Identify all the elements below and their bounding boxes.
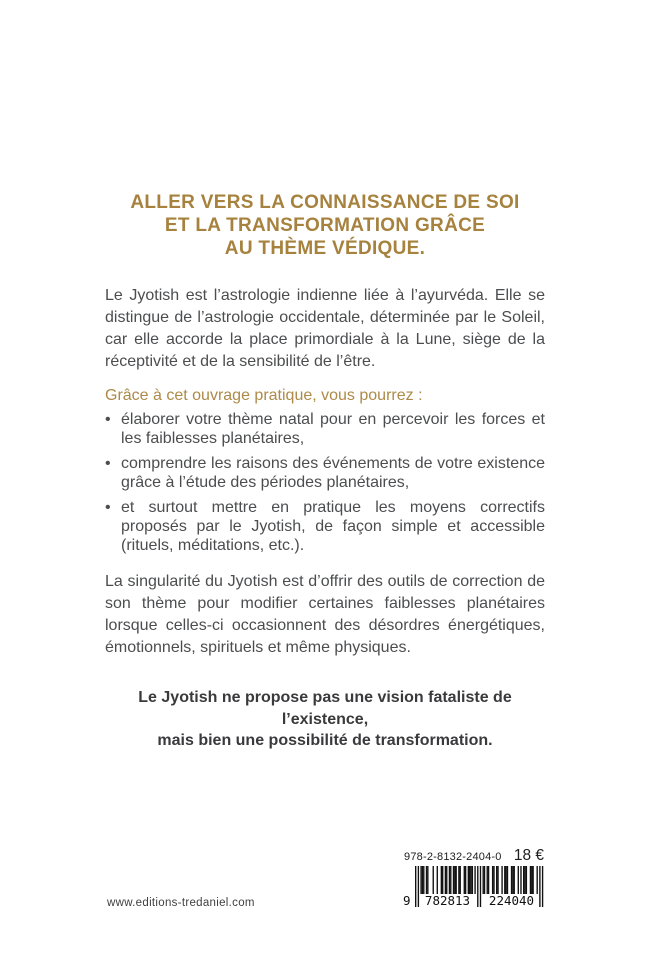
headline-line-1: ALLER VERS LA CONNAISSANCE DE SOI — [130, 192, 520, 213]
barcode-digits-left: 782813 — [424, 893, 471, 908]
singularity-paragraph: La singularité du Jyotish est d’offrir des outils de correction de son thème pour modifier certaines faiblesses planétaires lorsque celles-ci occasionnent des désordres énergétiques, émotionnels, spirituels et même physiques. — [105, 573, 545, 656]
headline-line-2: ET LA TRANSFORMATION GRÂCE — [164, 215, 486, 236]
publisher-website: www.editions-tredaniel.com — [107, 897, 255, 909]
bullet-icon: • — [105, 499, 111, 516]
bullet-icon: • — [105, 411, 111, 428]
practical-lead: Grâce à cet ouvrage pratique, vous pourrez : — [105, 387, 423, 404]
isbn-number: 978-2-8132-2404-0 — [404, 851, 502, 863]
list-item-text: comprendre les raisons des événements de votre existence grâce à l’étude des périodes planétaires, — [121, 455, 545, 491]
list-item — [105, 410, 545, 448]
tagline-line-2: mais bien une possibilité de transformation. — [157, 732, 493, 749]
list-item-text: et surtout mettre en pratique les moyens correctifs proposés par le Jyotish, de façon simple et accessible (rituels, méditations, etc.). — [121, 499, 545, 554]
benefits-list — [105, 410, 545, 555]
isbn-price-row — [404, 847, 544, 865]
intro-paragraph: Le Jyotish est l’astrologie indienne liée à l’ayurvéda. Elle se distingue de l’astrologie occidentale, déterminée par le Soleil, car elle accorde la place primordiale à la Lune, siège de la réceptivité et de la sensibilité de l’être. — [105, 287, 545, 370]
back-cover-text-block — [105, 0, 545, 752]
list-item — [105, 454, 545, 492]
tagline-line-1: Le Jyotish ne propose pas une vision fataliste de l’existence, — [138, 689, 512, 728]
ean-barcode — [404, 866, 544, 912]
barcode-digits-right: 224040 — [488, 893, 535, 908]
barcode-digit-leading: 9 — [403, 893, 411, 908]
price: 18 € — [513, 847, 544, 864]
list-item-text: élaborer votre thème natal pour en percevoir les forces et les faiblesses planétaires, — [121, 411, 545, 447]
bullet-icon: • — [105, 455, 111, 472]
tagline — [105, 687, 545, 752]
list-item — [105, 498, 545, 555]
headline — [105, 191, 545, 260]
headline-line-3: AU THÈME VÉDIQUE. — [224, 238, 426, 259]
